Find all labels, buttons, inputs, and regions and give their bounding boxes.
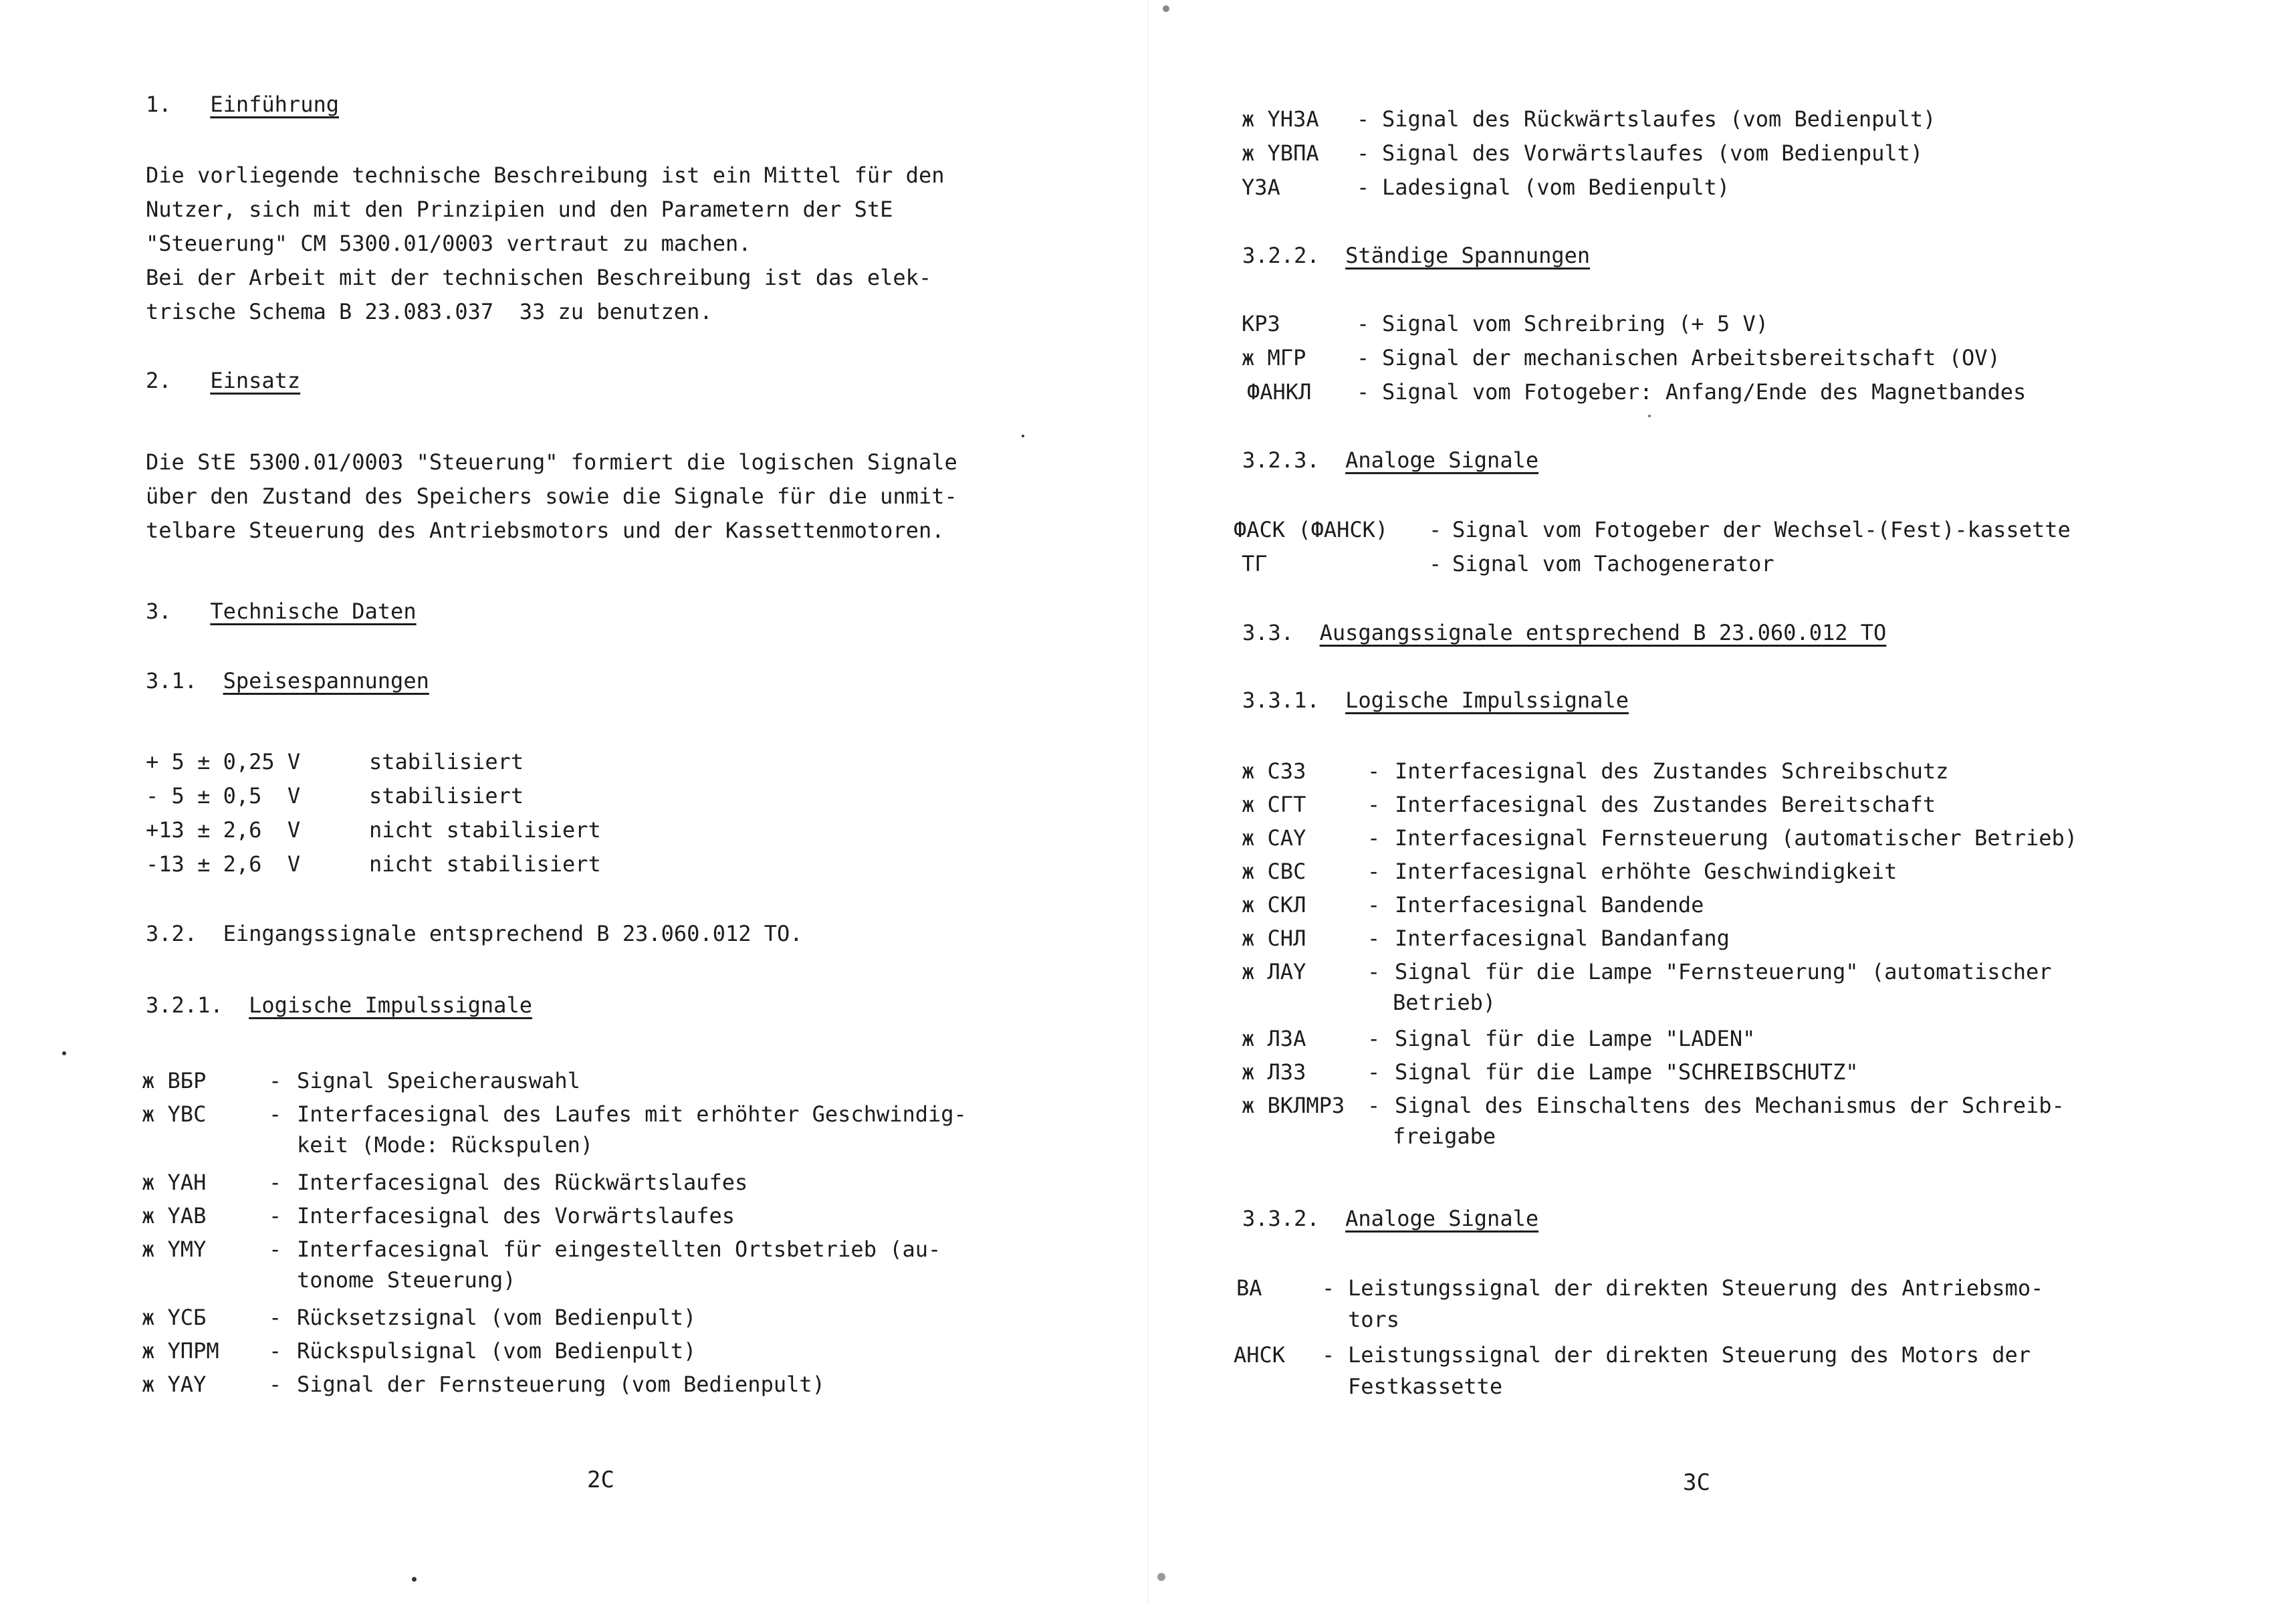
signal-desc: Signal der mechanischen Arbeitsbereitschaft (OV): [1382, 345, 2000, 370]
signal-desc: Interfacesignal des Zustandes Schreibschutz: [1395, 758, 1949, 784]
signal-code: ФACK (ФAHCK): [1234, 517, 1389, 542]
heading-title: Logische Impulssignale: [249, 992, 532, 1018]
signal-code: ж YПPM: [142, 1338, 219, 1364]
signal-code: ж CKЛ: [1242, 892, 1306, 918]
signal-desc: Signal vom Tachogenerator: [1452, 551, 1774, 576]
right-page: [1148, 0, 2296, 1603]
paragraph-line: Nutzer, sich mit den Prinzipien und den Parametern der StE: [146, 197, 893, 222]
heading-number: 3.2.: [146, 921, 198, 946]
signal-code: ж ВБР: [142, 1068, 207, 1093]
signal-desc: Interfacesignal für eingestellten Ortsbetrieb (au-: [297, 1237, 941, 1262]
signal-desc: Signal des Rückwärtslaufes (vom Bedienpult): [1382, 106, 1936, 132]
heading-2: [146, 370, 300, 391]
heading-title: Ständige Spannungen: [1345, 243, 1591, 268]
dash: -: [1367, 926, 1381, 951]
heading-number: 3.2.2.: [1242, 243, 1320, 268]
heading-title: Einführung: [210, 92, 339, 117]
heading-title: Einsatz: [210, 368, 301, 393]
dash: -: [1429, 551, 1442, 576]
voltage-value: -13 ± 2,6 V: [146, 851, 301, 877]
signal-code: ж YAH: [142, 1170, 207, 1195]
signal-desc: Interfacesignal Fernsteuerung (automatischer Betrieb): [1395, 825, 2078, 851]
signal-desc-cont: Betrieb): [1393, 990, 1496, 1015]
signal-desc: Signal vom Fotogeber der Wechsel-(Fest)-kassette: [1452, 517, 2071, 542]
signal-code: ж CГT: [1242, 792, 1306, 817]
signal-code: ж Л3A: [1242, 1026, 1306, 1051]
signal-code: Y3A: [1242, 175, 1280, 200]
signal-desc: Interfacesignal erhöhte Geschwindigkeit: [1395, 859, 1898, 884]
signal-code: ж YBC: [142, 1101, 207, 1127]
heading-title: Speisespannungen: [223, 668, 429, 693]
dash: -: [1357, 379, 1370, 405]
signal-desc: Signal vom Fotogeber: Anfang/Ende des Magnetbandes: [1382, 379, 2027, 405]
dash: -: [1367, 959, 1381, 984]
heading-title: Eingangssignale entsprechend B 23.060.012 TO.: [223, 921, 803, 946]
heading-1: [146, 94, 339, 115]
signal-desc-cont: Festkassette: [1348, 1374, 1503, 1399]
dash: -: [1367, 1093, 1381, 1118]
heading-number: 3.2.3.: [1242, 447, 1320, 473]
dash: -: [1429, 517, 1442, 542]
signal-code: ж CHЛ: [1242, 926, 1306, 951]
signal-desc: Interfacesignal des Vorwärtslaufes: [297, 1203, 735, 1228]
signal-desc: Signal für die Lampe "Fernsteuerung" (automatischer: [1395, 959, 2052, 984]
dash: -: [269, 1170, 282, 1195]
signal-desc-cont: tonome Steuerung): [297, 1267, 516, 1293]
paragraph-line: Bei der Arbeit mit der technischen Beschreibung ist das elek-: [146, 265, 932, 290]
signal-desc: Signal für die Lampe "LADEN": [1395, 1026, 1756, 1051]
signal-code: ж YMY: [142, 1237, 207, 1262]
heading-number: 3.3.: [1242, 620, 1294, 645]
heading-number: 3.: [146, 599, 172, 624]
dash: -: [269, 1305, 282, 1330]
paragraph-line: "Steuerung" CM 5300.01/0003 vertraut zu machen.: [146, 231, 752, 256]
page-number: 2C: [587, 1467, 614, 1493]
dash: -: [269, 1068, 282, 1093]
signal-code: ж CAY: [1242, 825, 1306, 851]
voltage-desc: nicht stabilisiert: [369, 851, 601, 877]
heading-number: 3.2.1.: [146, 992, 223, 1018]
signal-code: ж C33: [1242, 758, 1306, 784]
page-number: 3C: [1683, 1469, 1710, 1496]
dash: -: [269, 1237, 282, 1262]
heading-3-3-1: [1242, 689, 1629, 711]
signal-desc: Leistungssignal der direkten Steuerung des Motors der: [1348, 1342, 2031, 1368]
signal-code: ж ЛAY: [1242, 959, 1306, 984]
dash: -: [269, 1203, 282, 1228]
dash: -: [1367, 758, 1381, 784]
dash: -: [1367, 825, 1381, 851]
dash: -: [1367, 892, 1381, 918]
dash: -: [1322, 1342, 1335, 1368]
heading-3-2-1: [146, 994, 532, 1016]
heading-3-3: [1242, 622, 1886, 643]
voltage-desc: nicht stabilisiert: [369, 817, 601, 843]
scan-speck: [62, 1051, 66, 1055]
signal-desc-cont: keit (Mode: Rückspulen): [297, 1132, 594, 1158]
dash: -: [269, 1101, 282, 1127]
signal-desc: Signal für die Lampe "SCHREIBSCHUTZ": [1395, 1059, 1859, 1085]
dash: -: [1367, 1059, 1381, 1085]
signal-code: AHCK: [1234, 1342, 1286, 1368]
scan-speck: [412, 1577, 417, 1582]
signal-desc: Interfacesignal Bandanfang: [1395, 926, 1730, 951]
heading-title: Analoge Signale: [1345, 1206, 1539, 1231]
dash: -: [269, 1372, 282, 1397]
dash: -: [1367, 1026, 1381, 1051]
dash: -: [1357, 175, 1370, 200]
signal-code: ж YCБ: [142, 1305, 207, 1330]
dash: -: [1367, 859, 1381, 884]
dash: -: [1357, 140, 1370, 166]
signal-desc: Signal des Vorwärtslaufes (vom Bedienpult): [1382, 140, 1924, 166]
heading-title: Analoge Signale: [1345, 447, 1539, 473]
dash: -: [1357, 345, 1370, 370]
signal-desc: Signal des Einschaltens des Mechanismus der Schreib-: [1395, 1093, 2065, 1118]
heading-number: 3.3.1.: [1242, 687, 1320, 713]
heading-3-2-3: [1242, 449, 1538, 471]
signal-desc: Interfacesignal des Laufes mit erhöhter Geschwindig-: [297, 1101, 967, 1127]
signal-code: KP3: [1242, 311, 1280, 336]
dash: -: [1322, 1275, 1335, 1301]
dash: -: [269, 1338, 282, 1364]
signal-desc-cont: freigabe: [1393, 1124, 1496, 1149]
heading-number: 2.: [146, 368, 172, 393]
signal-desc: Leistungssignal der direkten Steuerung des Antriebsmo-: [1348, 1275, 2044, 1301]
signal-code: ж YH3A: [1242, 106, 1319, 132]
signal-code: ж YAB: [142, 1203, 207, 1228]
voltage-value: +13 ± 2,6 V: [146, 817, 301, 843]
heading-3-2: [146, 923, 803, 944]
signal-code: ФAHKЛ: [1247, 379, 1312, 405]
paragraph-line: über den Zustand des Speichers sowie die Signale für die unmit-: [146, 484, 957, 509]
signal-code: ж MГP: [1242, 345, 1306, 370]
signal-desc: Signal der Fernsteuerung (vom Bedienpult): [297, 1372, 825, 1397]
heading-number: 3.1.: [146, 668, 198, 693]
signal-code: ж YAY: [142, 1372, 207, 1397]
signal-desc: Ladesignal (vom Bedienpult): [1382, 175, 1730, 200]
scan-speck: [1648, 415, 1651, 417]
signal-desc: Interfacesignal des Zustandes Bereitschaft: [1395, 792, 1936, 817]
signal-desc: Signal vom Schreibring (+ 5 V): [1382, 311, 1768, 336]
dash: -: [1367, 792, 1381, 817]
paragraph-line: Die vorliegende technische Beschreibung ist ein Mittel für den: [146, 163, 945, 188]
voltage-value: - 5 ± 0,5 V: [146, 783, 301, 809]
voltage-desc: stabilisiert: [369, 783, 524, 809]
heading-number: 1.: [146, 92, 172, 117]
scan-speck: [1022, 435, 1024, 437]
signal-code: TГ: [1242, 551, 1268, 576]
signal-desc: Rücksetzsignal (vom Bedienpult): [297, 1305, 697, 1330]
heading-3: [146, 601, 417, 622]
signal-desc: Signal Speicherauswahl: [297, 1068, 580, 1093]
heading-title: Ausgangssignale entsprechend B 23.060.012 TO: [1319, 620, 1887, 645]
paragraph-line: telbare Steuerung des Antriebsmotors und der Kassettenmotoren.: [146, 518, 945, 543]
heading-number: 3.3.2.: [1242, 1206, 1320, 1231]
signal-desc-cont: tors: [1348, 1307, 1400, 1332]
signal-code: ж BKЛMP3: [1242, 1093, 1345, 1118]
signal-desc: Interfacesignal des Rückwärtslaufes: [297, 1170, 748, 1195]
voltage-desc: stabilisiert: [369, 749, 524, 774]
paragraph-line: Die StE 5300.01/0003 "Steuerung" formiert die logischen Signale: [146, 449, 957, 475]
signal-code: ж CBC: [1242, 859, 1306, 884]
signal-desc: Interfacesignal Bandende: [1395, 892, 1704, 918]
dash: -: [1357, 311, 1370, 336]
heading-3-2-2: [1242, 245, 1590, 266]
heading-3-1: [146, 670, 429, 691]
dash: -: [1357, 106, 1370, 132]
scan-speck: [1163, 5, 1169, 12]
signal-code: ж Л33: [1242, 1059, 1306, 1085]
voltage-value: + 5 ± 0,25 V: [146, 749, 301, 774]
heading-title: Technische Daten: [210, 599, 417, 624]
signal-code: BA: [1236, 1275, 1262, 1301]
heading-3-3-2: [1242, 1208, 1538, 1229]
signal-code: ж YBПA: [1242, 140, 1319, 166]
signal-desc: Rückspulsignal (vom Bedienpult): [297, 1338, 697, 1364]
heading-title: Logische Impulssignale: [1345, 687, 1629, 713]
scan-speck: [1157, 1573, 1165, 1581]
paragraph-line: trische Schema B 23.083.037 ЗЗ zu benutzen.: [146, 299, 713, 324]
